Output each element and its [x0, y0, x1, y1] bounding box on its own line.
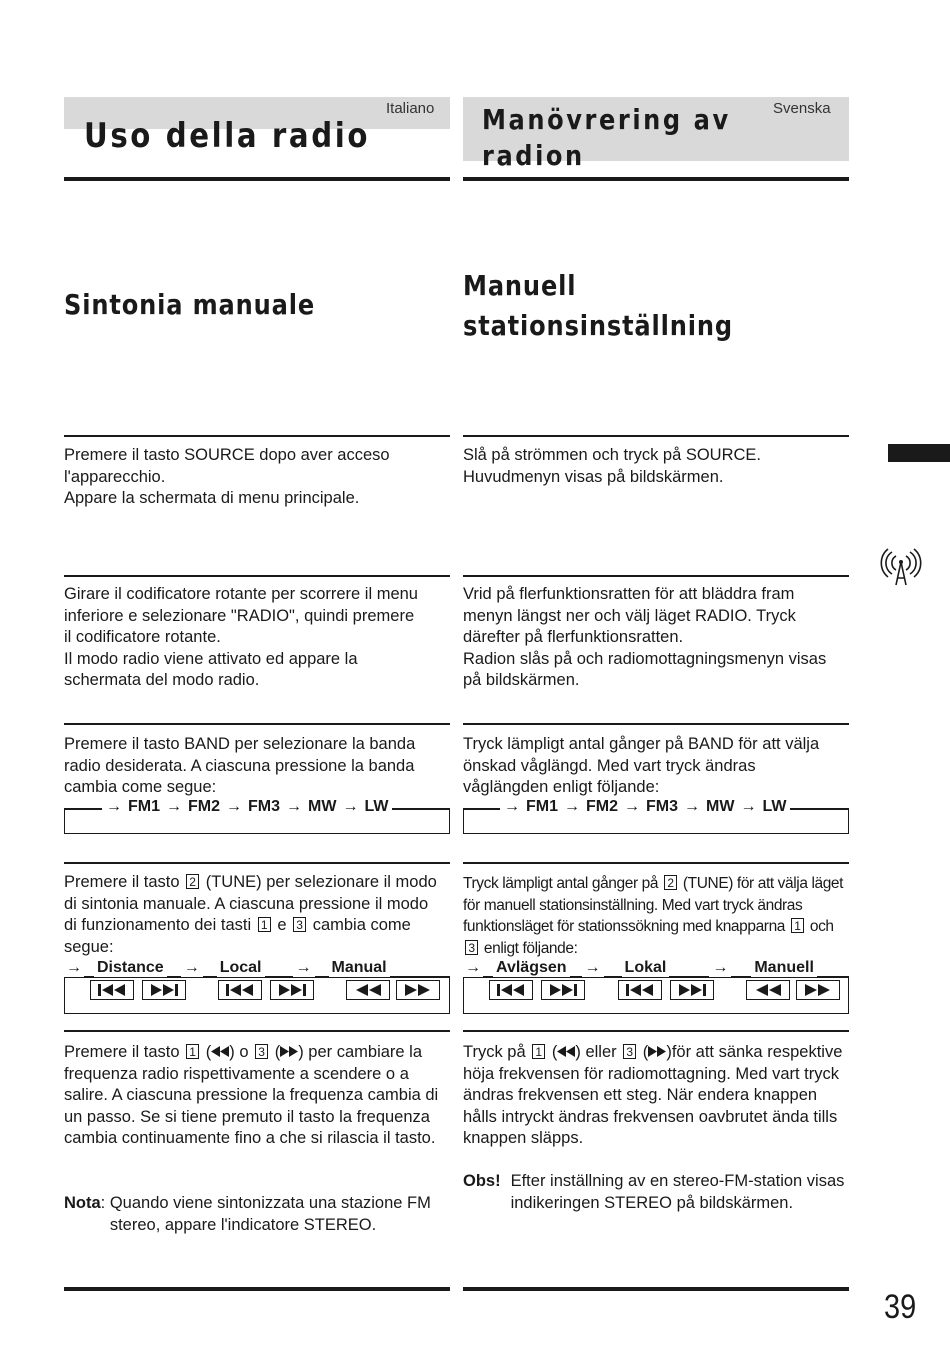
note-text-it: Quando viene sintonizzata una stazione FM stereo, appare l'indicatore STEREO. [109, 1194, 431, 1234]
step4-rule-left [64, 862, 450, 864]
key-1-badge: 1 [791, 918, 804, 933]
step1-text-sv [463, 445, 849, 488]
step2-sv-para2: Radion slås på och radiomottagningsmenyn visas på bildskärmen. [463, 649, 827, 690]
mode-arrow: → [582, 959, 604, 977]
key-3-badge: 3 [293, 917, 306, 932]
band-fm1: FM1 [526, 798, 558, 815]
mode-manuell: Manuell [751, 959, 817, 977]
step2-text-sv [463, 584, 843, 692]
language-label-svenska: Svenska [773, 100, 831, 117]
step2-sv-para1: Vrid på flerfunktionsratten för att bläddra fram menyn längst ner och välj läget RADIO. Tryck därefter på flerfunktionsratten. [463, 585, 796, 647]
note-label-it: Nota [64, 1194, 101, 1212]
fast-forward-icon [280, 1043, 298, 1061]
step5-sv-part-c: för att sänka respektive höja frekvensen för radiomottagning. Med vart tryck ändras frekvensen ett steg. När endera knappen hålls intryckt ändras frekvensen oavbrutet ända tills knappen släpps. [463, 1043, 843, 1148]
band-fm2: FM2 [586, 798, 618, 815]
key-3-badge: 3 [623, 1044, 636, 1059]
band-arrow: → [684, 798, 700, 815]
key-3-badge: 3 [465, 940, 478, 955]
chapter-tab-marker [888, 444, 950, 462]
rewind-icon [557, 1043, 575, 1061]
radio-antenna-icon [878, 548, 924, 593]
band-sequence-left [102, 798, 392, 816]
step1-it-line1: Premere il tasto SOURCE dopo aver acceso l'apparecchio. [64, 446, 390, 486]
skip-back-icon [618, 980, 662, 1000]
band-sequence-right [500, 798, 790, 816]
step2-rule-left [64, 575, 450, 577]
step4-it-part-c: e [277, 916, 287, 935]
section-title-right-line2: stationsinställning [463, 309, 733, 342]
skip-back-icon [90, 980, 134, 1000]
tune-modes-right [463, 959, 849, 977]
mode-arrow: → [293, 959, 315, 977]
skip-back-icon [218, 980, 262, 1000]
step1-sv-line1: Slå på strömmen och tryck på SOURCE. [463, 446, 762, 464]
key-2-badge: 2 [186, 874, 199, 889]
step5-rule-left [64, 1030, 450, 1032]
step4-it-part-b: (TUNE) per selezionare il modo di sintonia manuale. A ciascuna pressione il modo di funzionamento dei tasti [64, 873, 437, 935]
header-title-left: Uso della radio [84, 116, 371, 156]
step4-sv-part-a: Tryck lämpligt antal gånger på [463, 875, 659, 892]
band-arrow: → [504, 798, 520, 815]
skip-forward-icon [670, 980, 714, 1000]
step4-text-sv [463, 873, 853, 959]
step1-rule-left [64, 435, 450, 437]
key-2-badge: 2 [664, 875, 677, 890]
note-text-sv: Efter inställning av en stereo-FM-station visas indikeringen STEREO på bildskärmen. [510, 1172, 845, 1212]
band-fm1: FM1 [128, 798, 160, 815]
key-3-badge: 3 [255, 1044, 268, 1059]
step2-text-it [64, 584, 424, 692]
mode-distance: Distance [94, 959, 167, 977]
step2-it-para2: Il modo radio viene attivato ed appare la schermata del modo radio. [64, 649, 358, 690]
step4-sv-part-b: (TUNE) för att välja läget för manuell stationsinställning. Med vart tryck ändras funktionsläget för stationssökning med knapparna [463, 875, 844, 936]
step1-it-line2: Appare la schermata di menu principale. [64, 489, 360, 508]
key-1-badge: 1 [532, 1044, 545, 1059]
step3-rule-left [64, 723, 450, 725]
skip-forward-icon [541, 980, 585, 1000]
step4-rule-right [463, 862, 849, 864]
step4-sv-part-c: och [809, 918, 834, 936]
band-arrow: → [740, 798, 757, 815]
skip-forward-icon [142, 980, 186, 1000]
rewind-icon [211, 1043, 229, 1061]
band-arrow: → [226, 798, 242, 815]
mode-arrow: → [181, 959, 203, 977]
rewind-icon [746, 980, 790, 1000]
fast-forward-icon [648, 1043, 666, 1061]
step5-text-it: Premere il tasto 1 ( ) o 3 ( ) per cambiare la frequenza radio rispettivamente a scendere o a salire. A ciascuna pressione la frequenza cambia di un passo. Se si tiene premuto il tasto la frequenza cambia continuamente fino a che si rilascia il tasto. [64, 1043, 439, 1148]
mode-arrow: → [709, 959, 731, 977]
step5-it-part-b: o [239, 1043, 249, 1061]
band-fm3: FM3 [646, 798, 678, 815]
note-it: Nota: Quando viene sintonizzata una stazione FM stereo, appare l'indicatore STEREO. [64, 1193, 454, 1236]
step5-sv-part-a: Tryck på [463, 1043, 526, 1061]
band-arrow: → [286, 798, 302, 815]
step1-sv-line2: Huvudmenyn visas på bildskärmen. [463, 467, 724, 486]
key-1-badge: 1 [186, 1044, 199, 1059]
key-1-badge: 1 [258, 917, 271, 932]
step4-text-it [64, 872, 442, 958]
band-lw: LW [762, 798, 787, 815]
step1-rule-right [463, 435, 849, 437]
step4-sv-part-d: enligt följande: [483, 939, 578, 957]
fast-forward-icon [796, 980, 840, 1000]
mode-avlagsen: Avlägsen [493, 959, 570, 977]
band-arrow: → [342, 798, 359, 815]
band-arrow: → [166, 798, 182, 815]
step4-it-part-d: cambia come segue: [64, 916, 411, 956]
fast-forward-icon [396, 980, 440, 1000]
skip-forward-icon [270, 980, 314, 1000]
section-title-left: Sintonia manuale [64, 288, 316, 321]
footer-rule-left [64, 1287, 450, 1291]
header-title-right-line1: Manövrering av [482, 103, 731, 136]
step3-text-sv: Tryck lämpligt antal gånger på BAND för att välja önskad våglängd. Med vart tryck ändras våglängden enligt följande: [463, 735, 820, 797]
step2-rule-right [463, 575, 849, 577]
step5-sv-part-b: eller [585, 1043, 617, 1061]
step1-text-it [64, 445, 450, 510]
mode-lokal: Lokal [622, 959, 670, 977]
band-lw: LW [364, 798, 389, 815]
skip-back-icon [489, 980, 533, 1000]
band-arrow: → [624, 798, 640, 815]
step3-text-it: Premere il tasto BAND per selezionare la banda radio desiderata. A ciascuna pressione la banda cambia come segue: [64, 735, 416, 797]
band-mw: MW [308, 798, 337, 815]
tune-modes-left [64, 959, 450, 977]
mode-arrow: → [465, 959, 481, 976]
mode-manual: Manual [329, 959, 390, 977]
note-label-sv: Obs! [463, 1172, 501, 1190]
rewind-icon [346, 980, 390, 1000]
footer-rule-right [463, 1287, 849, 1291]
band-arrow: → [564, 798, 580, 815]
band-fm2: FM2 [188, 798, 220, 815]
step5-it-part-c: per cambiare la frequenza radio rispettivamente a scendere o a salire. A ciascuna pressione la frequenza cambia di un passo. Se si tiene premuto il tasto la frequenza cambia continuamente fino a che si rilascia il tasto. [64, 1043, 439, 1148]
header-title-right-line2: radion [482, 139, 585, 172]
band-mw: MW [706, 798, 735, 815]
language-label-italiano: Italiano [386, 100, 435, 117]
step3-rule-right [463, 723, 849, 725]
header-rule-right [463, 177, 849, 181]
mode-arrow: → [66, 959, 82, 976]
page-number: 39 [884, 1288, 917, 1326]
step5-it-part-a: Premere il tasto [64, 1043, 180, 1061]
header-rule-left [64, 177, 450, 181]
step5-rule-right [463, 1030, 849, 1032]
step2-it-para1: Girare il codificatore rotante per scorrere il menu inferiore e selezionare "RADIO", quindi premere il codificatore rotante. [64, 585, 418, 647]
band-fm3: FM3 [248, 798, 280, 815]
note-sv [463, 1171, 849, 1214]
section-title-right-line1: Manuell [463, 269, 577, 302]
band-arrow: → [106, 798, 122, 815]
step5-text-sv: Tryck på 1 ( ) eller 3 ( )för att sänka respektive höja frekvensen för radiomottagning. Med vart tryck ändras frekvensen ett steg. När endera knappen hålls intryckt ändras frekvensen oavbrutet ända tills knappen släpps. [463, 1043, 843, 1148]
step4-it-part-a: Premere il tasto [64, 873, 180, 891]
mode-local: Local [217, 959, 265, 977]
